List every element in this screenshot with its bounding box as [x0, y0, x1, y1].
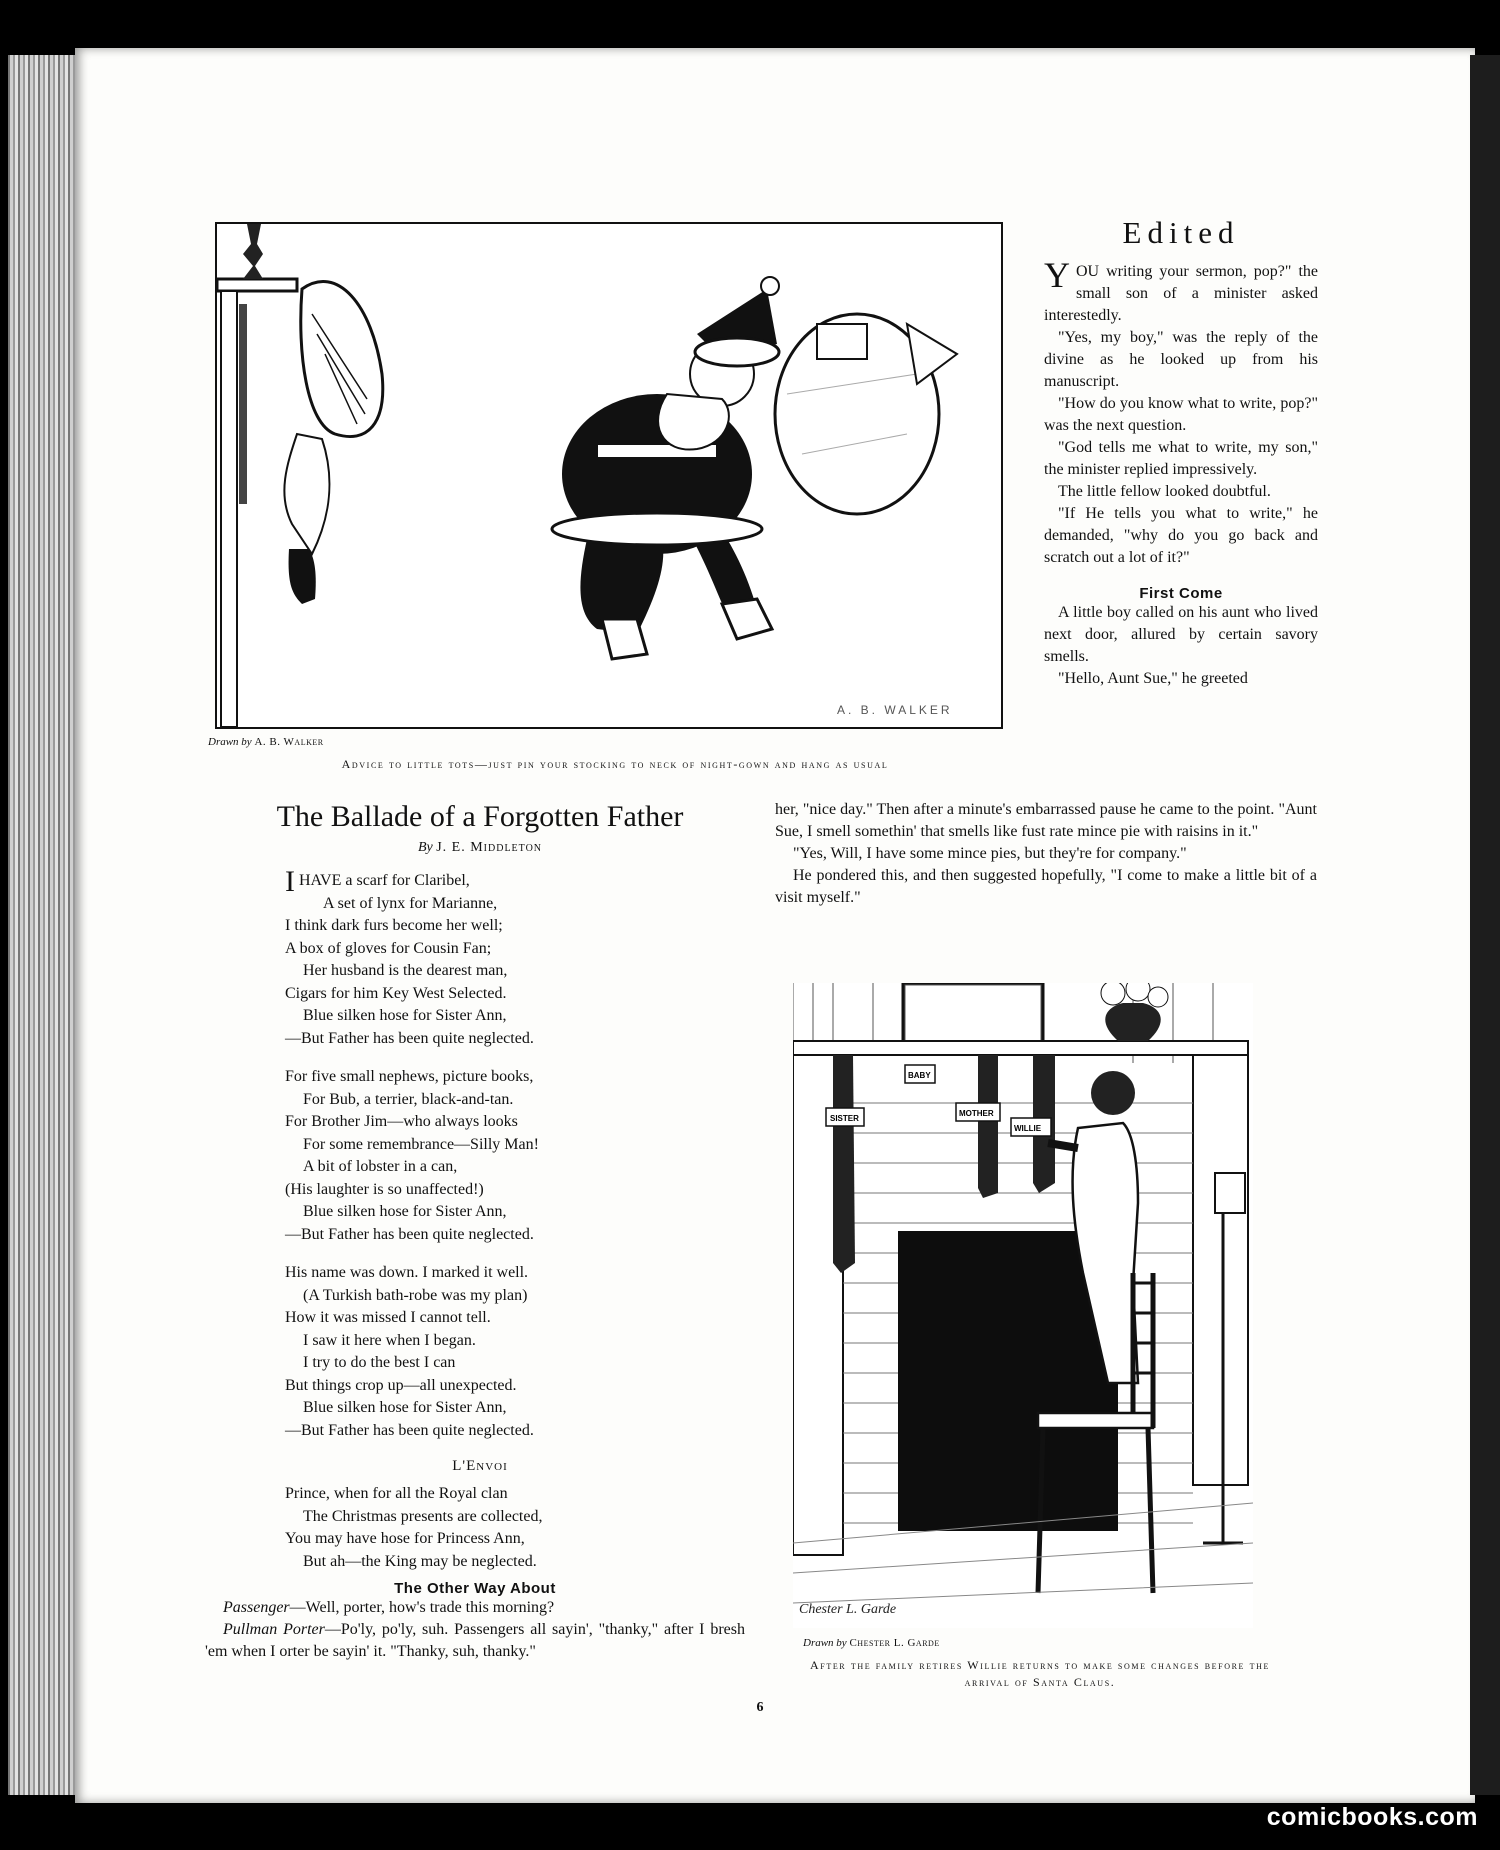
edited-paragraph: "If He tells you what to write," he demanded, "why do you go back and scratch out a lot of it?"	[1044, 505, 1318, 566]
first-come-paragraph: "Hello, Aunt Sue," he greeted	[1058, 670, 1248, 687]
credit-prefix: Drawn by	[208, 736, 252, 748]
edited-paragraph: The little fellow looked doubtful.	[1058, 483, 1271, 500]
poem-line: You may have hose for Princess Ann,	[285, 1530, 525, 1547]
poem-line: Blue silken hose for Sister Ann,	[303, 1399, 507, 1416]
poem-line: A box of gloves for Cousin Fan;	[285, 939, 492, 957]
dropcap: Y	[1044, 255, 1070, 295]
edited-paragraph: "How do you know what to write, pop?" was the next question.	[1044, 395, 1318, 434]
top-cartoon-caption: Advice to little tots—just pin your stocking to neck of night-gown and hang as usual	[341, 757, 889, 771]
poem-line: —But Father has been quite neglected.	[285, 1225, 534, 1243]
santa-cartoon	[215, 222, 1003, 729]
first-come-continued	[775, 799, 1317, 909]
poem-line: For five small nephews, picture books,	[285, 1068, 534, 1085]
poem-line: Blue silken hose for Sister Ann,	[303, 1007, 507, 1024]
poem-line: —But Father has been quite neglected.	[285, 1421, 534, 1439]
tag-willie: WILLIE	[1014, 1124, 1042, 1133]
willie-cartoon	[793, 983, 1253, 1628]
first-come-paragraph: He pondered this, and then suggested hopefully, "I come to make a little bit of a visit myself."	[775, 867, 1317, 906]
edited-paragraph: YOU writing your sermon, pop?" the small son of a minister asked interestedly.	[1044, 255, 1318, 324]
poem-line: Prince, when for all the Royal clan	[285, 1485, 508, 1502]
artist-signature: A. B. WALKER	[837, 703, 953, 717]
stanza-2	[285, 1066, 745, 1246]
other-way-article	[205, 1580, 745, 1663]
tag-mother: MOTHER	[959, 1109, 994, 1118]
other-way-paragraph: Pullman Porter—Po'ly, po'ly, suh. Passengers all sayin', "thanky," after I bresh 'em when I orter be sayin' it. "Thanky, suh, thanky."	[205, 1621, 746, 1660]
poem-byline	[215, 840, 745, 856]
poem-line: But things crop up—all unexpected.	[285, 1376, 517, 1394]
poem-line: How it was missed I cannot tell.	[285, 1309, 491, 1326]
stanza-1	[285, 865, 745, 1050]
ballade-poem	[215, 800, 745, 1589]
other-way-paragraph: Passenger—Well, porter, how's trade this morning?	[223, 1599, 555, 1616]
bottom-cartoon-caption: After the family retires Willie returns to make some changes before the arrival of Santa Claus.	[810, 1658, 1270, 1689]
facing-page-edge	[1470, 55, 1500, 1795]
poem-line: I saw it here when I began.	[303, 1331, 476, 1349]
book-page-edges	[8, 55, 78, 1795]
poem-line: IHAVE a scarf for Claribel,	[285, 865, 470, 898]
poem-line: (His laughter is so unaffected!)	[285, 1180, 484, 1198]
tag-sister: SISTER	[830, 1114, 859, 1123]
artist-signature: Chester L. Garde	[799, 1602, 897, 1617]
edited-article	[1044, 215, 1318, 690]
first-come-title: First Come	[1139, 585, 1223, 602]
credit-name: Chester L. Garde	[849, 1637, 940, 1649]
speaker-name: Pullman Porter	[223, 1621, 325, 1638]
site-watermark: comicbooks.com	[1266, 1803, 1478, 1831]
byline-prefix: By	[417, 840, 433, 855]
edited-paragraph: "Yes, my boy," was the reply of the divine as he looked up from his manuscript.	[1044, 329, 1318, 390]
poem-line: Her husband is the dearest man,	[303, 962, 508, 979]
poem-line: His name was down. I marked it well.	[285, 1264, 529, 1281]
edited-title: Edited	[1122, 215, 1240, 250]
poem-line: But ah—the King may be neglected.	[303, 1552, 537, 1570]
poem-line: (A Turkish bath-robe was my plan)	[303, 1286, 528, 1304]
poem-line: A set of lynx for Marianne,	[323, 894, 498, 912]
credit-name: A. B. Walker	[254, 736, 324, 748]
envoi-title: L'Envoi	[452, 1458, 508, 1474]
poem-line: The Christmas presents are collected,	[303, 1507, 543, 1525]
poem-line: For some remembrance—Silly Man!	[303, 1135, 539, 1153]
stanza-3	[285, 1262, 745, 1442]
fireplace-illustration	[793, 983, 1253, 1628]
dropcap: I	[285, 865, 295, 898]
poem-line: Blue silken hose for Sister Ann,	[303, 1203, 507, 1220]
credit-prefix: Drawn by	[803, 1637, 847, 1649]
first-come-paragraph: "Yes, Will, I have some mince pies, but they're for company."	[793, 845, 1187, 862]
poem-line: For Brother Jim—who always looks	[285, 1113, 518, 1130]
poem-line: I think dark furs become her well;	[285, 917, 503, 934]
poem-line: For Bub, a terrier, black-and-tan.	[303, 1090, 514, 1108]
edited-paragraph: "God tells me what to write, my son," the minister replied impressively.	[1044, 439, 1318, 478]
top-cartoon-credit	[208, 736, 324, 748]
poem-line: —But Father has been quite neglected.	[285, 1029, 534, 1047]
poem-line: I try to do the best I can	[303, 1354, 456, 1371]
page-number: 6	[756, 1700, 764, 1715]
first-come-paragraph: her, "nice day." Then after a minute's embarrassed pause he came to the point. "Aunt Sue, I smell somethin' that smells like fust rate mince pie with raisins in it."	[775, 801, 1317, 840]
poem-line: A bit of lobster in a can,	[303, 1158, 458, 1175]
poem-author: J. E. Middleton	[436, 840, 543, 855]
poem-title: The Ballade of a Forgotten Father	[276, 800, 684, 833]
bottom-cartoon-credit	[803, 1637, 940, 1649]
tag-baby: BABY	[908, 1071, 931, 1080]
poem-line: Cigars for him Key West Selected.	[285, 984, 507, 1002]
speaker-name: Passenger	[223, 1599, 290, 1616]
first-come-paragraph: A little boy called on his aunt who lived next door, allured by certain savory smells.	[1044, 604, 1318, 665]
santa-illustration	[217, 224, 1001, 727]
envoi-stanza	[285, 1483, 745, 1573]
other-way-title: The Other Way About	[394, 1580, 556, 1597]
